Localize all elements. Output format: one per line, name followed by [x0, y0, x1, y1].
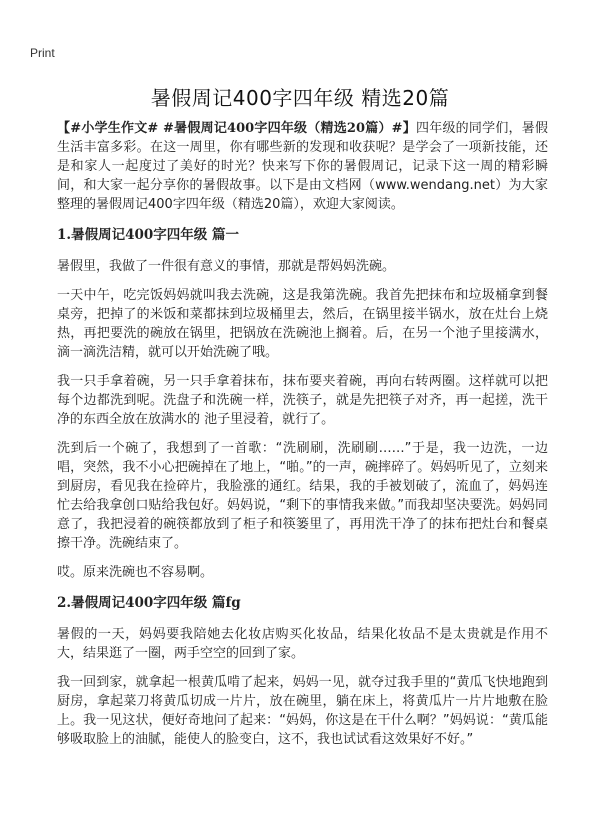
article-body: [57, 119, 548, 759]
page-title: 暑假周记400字四年级 精选20篇: [150, 86, 450, 110]
section-1-paragraph: 一天中午，吃完饭妈妈就叫我去洗碗，这是我第洗碗。我首先把抹布和垃圾桶拿到餐桌旁，把掉了的米饭和菜都抹到垃圾桶里去，然后，在锅里接半锅水，放在灶台上烧热，再把要洗的碗放在锅里，把锅放在洗碗池上搁着。后，在另一个池子里接满水，滴一滴洗洁精，就可以开始洗碗了哦。: [57, 288, 548, 360]
section-1-paragraph: 洗到后一个碗了，我想到了一首歌：“洗刷刷，洗刷刷……”于是，我一边洗，一边唱，突然，我不小心把碗掉在了地上，“啪。”的一声，碗摔碎了。妈妈听见了，立刻来到厨房，看见我在捡碎片，我脸涨的通红。结果，我的手被划破了，流血了，妈妈连忙去给我拿创口贴给我包好。妈妈说，“剩下的事情我来做。”而我却坚决要洗。妈妈同意了，我把浸着的碗筷都放到了柜子和筷篓里了，再用洗干净了的抹布把灶台和餐桌擦干净。洗碗结束了。: [57, 441, 548, 551]
intro-paragraph: [57, 119, 548, 214]
section-1-paragraph: 暑假里，我做了一件很有意义的事情，那就是帮妈妈洗碗。: [57, 259, 396, 274]
section-2-heading: 2.暑假周记400字四年级 篇fg: [57, 595, 241, 611]
section-2-paragraph: 我一回到家，就拿起一根黄瓜啃了起来，妈妈一见，就夺过我手里的“黄瓜飞快地跑到厨房，拿起菜刀将黄瓜切成一片片，放在碗里，躺在床上，将黄瓜片一片片地敷在脸上。我一见这状，便好奇地问了起来：“妈妈，你这是在干什么啊？”妈妈说：“黄瓜能够吸取脸上的油腻，能使人的脸变白，这不，我也试试看这效果好不好。”: [57, 675, 548, 747]
intro-text: 四年级的同学们，暑假生活丰富多彩。在这一周里，你有哪些新的发现和收获呢？是学会了一项新技能，还是和家人一起度过了美好的时光？快来写下你的暑假周记，记录下这一周的精彩瞬间，和大家一起分享你的暑假故事。以下是由文档网（www.wendang.net）为大家整理的暑假周记400字四年级（精选20篇），欢迎大家阅读。: [57, 121, 548, 212]
section-2-paragraph: 暑假的一天，妈妈要我陪她去化妆店购买化妆品，结果化妆品不是太贵就是作用不大，结果逛了一圈，两手空空的回到了家。: [57, 627, 548, 661]
section-1-paragraph: 我一只手拿着碗，另一只手拿着抹布，抹布要夹着碗，再向右转两圈。这样就可以把每个边都洗到呢。洗盘子和洗碗一样，洗筷子，就是先把筷子对齐，再一起搓，洗干净的东西全放在放满水的 池子里浸着，就行了。: [57, 374, 548, 427]
section-1-paragraph: 哎。原来洗碗也不容易啊。: [57, 565, 214, 580]
intro-tag: 【#小学生作文# #暑假周记400字四年级（精选20篇）#】: [57, 121, 417, 136]
section-1-heading: 1.暑假周记400字四年级 篇一: [57, 227, 239, 243]
print-label: Print: [30, 46, 55, 60]
